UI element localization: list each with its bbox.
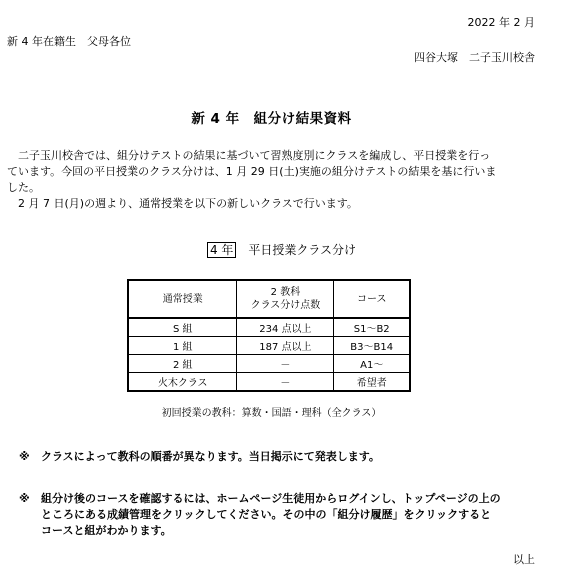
note-course-check [19,491,539,539]
table-cell: 1 組 [128,337,237,355]
table-cell: 火木クラス [128,373,237,392]
header-line: クラス分け点数 [250,300,321,311]
table-cell: － [237,373,334,392]
table-header-cell [237,280,334,318]
table-row [128,373,410,392]
section-title: 平日授業クラス分け [248,243,357,257]
table-header-cell: コース [334,280,410,318]
note-line: ところにある成績管理をクリックしてください。その中の「組分け履歴」をクリックすると [41,508,492,521]
note-mark: ※ [19,450,30,463]
note-class-order [19,448,380,464]
body-text [7,148,537,212]
class-assignment-table [127,279,411,392]
first-class-subjects-note: 初回授業の教科：算数・国語・理科（全クラス） [161,408,382,419]
body-line: 2 月 7 日(月)の週より、通常授業を以下の新しいクラスで行います。 [7,197,358,210]
table-cell: － [237,355,334,373]
table-header-cell: 通常授業 [128,280,237,318]
sender-line: 四谷大塚 二子玉川校舎 [414,51,535,64]
table-header-row [128,280,410,318]
table-cell: 234 点以上 [237,318,334,337]
note-line: コースと組がわかります。 [41,524,172,537]
table-cell: S 組 [128,318,237,337]
table-cell: S1～B2 [334,318,410,337]
table-cell: 希望者 [334,373,410,392]
table-cell: B3～B14 [334,337,410,355]
header-line: 2 教科 [270,287,301,298]
closing-word: 以上 [513,553,535,566]
section-heading [0,241,563,258]
table-cell: 187 点以上 [237,337,334,355]
body-line: した。 [7,181,40,194]
table-row [128,355,410,373]
table-row [128,337,410,355]
note-text: クラスによって教科の順番が異なります。当日掲示にて発表します。 [41,450,380,463]
body-line: ています。今回の平日授業のクラス分けは、1 月 29 日(土)実施の組分けテストの結果を基に行いま [7,165,497,178]
table-row [128,318,410,337]
note-mark: ※ [19,492,30,505]
note-text: 組分け後のコースを確認するには、ホームページ生徒用からログインし、トップページの上の [41,492,501,505]
body-line: 二子玉川校舎では、組分けテストの結果に基づいて習熟度別にクラスを編成し、平日授業を行っ [7,149,491,162]
note-line [19,491,539,507]
document-title: 新 4 年 組分け結果資料 [191,111,352,127]
document-date: 2022 年 2 月 [467,16,535,29]
table-cell: A1～ [334,355,410,373]
table-cell: 2 組 [128,355,237,373]
recipient-line: 新 4 年在籍生 父母各位 [7,35,131,48]
grade-badge: 4 年 [207,242,236,258]
